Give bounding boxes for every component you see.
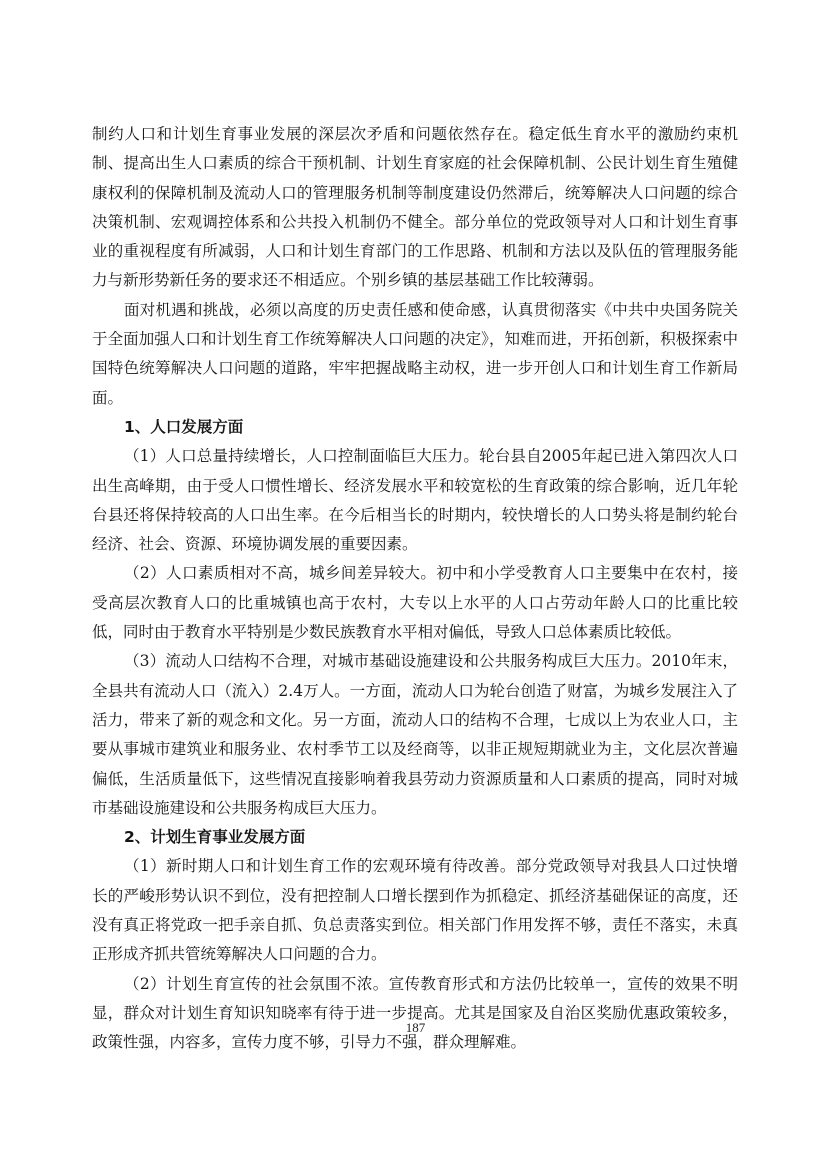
paragraph: （1）人口总量持续增长，人口控制面临巨大压力。轮台县自2005年起已进入第四次人口出生高峰期，由于受人口惯性增长、经济发展水平和较宽松的生育政策的综合影响，近几年轮台县还将保持较高的人口出生率。在今后相当长的时期内，较快增长的人口势头将是制约轮台经济、社会、资源、环境协调发展的重要因素。 (92, 447, 738, 554)
paragraph: （3）流动人口结构不合理，对城市基础设施建设和公共服务构成巨大压力。2010年末，全县共有流动人口（流入）2.4万人。一方面，流动人口为轮台创造了财富，为城乡发展注入了活力，带来了新的观念和文化。另一方面，流动人口的结构不合理，七成以上为农业人口，主要从事城市建筑业和服务业、农村季节工以及经商等，以非正规短期就业为主，文化层次普遍偏低，生活质量低下，这些情况直接影响着我县劳动力资源质量和人口素质的提高，同时对城市基础设施建设和公共服务构成巨大压力。 (92, 652, 738, 817)
paragraph: 制约人口和计划生育事业发展的深层次矛盾和问题依然存在。稳定低生育水平的激励约束机制、提高出生人口素质的综合干预机制、计划生育家庭的社会保障机制、公民计划生育生殖健康权利的保障机制及流动人口的管理服务机制等制度建设仍然滞后，统筹解决人口问题的综合决策机制、宏观调控体系和公共投入机制仍不健全。部分单位的党政领导对人口和计划生育事业的重视程度有所减弱，人口和计划生育部门的工作思路、机制和方法以及队伍的管理服务能力与新形势新任务的要求还不相适应。个别乡镇的基层基础工作比较薄弱。 (92, 125, 738, 290)
paragraph: （1）新时期人口和计划生育工作的宏观环境有待改善。部分党政领导对我县人口过快增长的严峻形势认识不到位，没有把控制人口增长摆到作为抓稳定、抓经济基础保证的高度，还没有真正将党政一把手亲自抓、负总责落实到位。相关部门作用发挥不够，责任不落实，未真正形成齐抓共管统筹解决人口问题的合力。 (92, 857, 738, 964)
page-number: 187 (405, 1020, 426, 1035)
section-heading: 2、计划生育事业发展方面 (124, 828, 306, 847)
document-body (92, 120, 738, 1058)
paragraph: （2）人口素质相对不高，城乡间差异较大。初中和小学受教育人口主要集中在农村，接受高层次教育人口的比重城镇也高于农村，大专以上水平的人口占劳动年龄人口的比重比较低，同时由于教育水平特别是少数民族教育水平相对偏低，导致人口总体素质比较低。 (92, 564, 738, 642)
section-heading: 1、人口发展方面 (124, 417, 244, 436)
paragraph: （2）计划生育宣传的社会氛围不浓。宣传教育形式和方法仍比较单一，宣传的效果不明显，群众对计划生育知识知晓率有待于进一步提高。尤其是国家及自治区奖励优惠政策较多，政策性强，内容多，宣传力度不够，引导力不强，群众理解难。 (92, 974, 738, 1052)
paragraph: 面对机遇和挑战，必须以高度的历史责任感和使命感，认真贯彻落实《中共中央国务院关于全面加强人口和计划生育工作统筹解决人口问题的决定》，知难而进，开拓创新，积极探索中国特色统筹解决人口问题的道路，牢牢把握战略主动权，进一步开创人口和计划生育工作新局面。 (92, 300, 738, 407)
